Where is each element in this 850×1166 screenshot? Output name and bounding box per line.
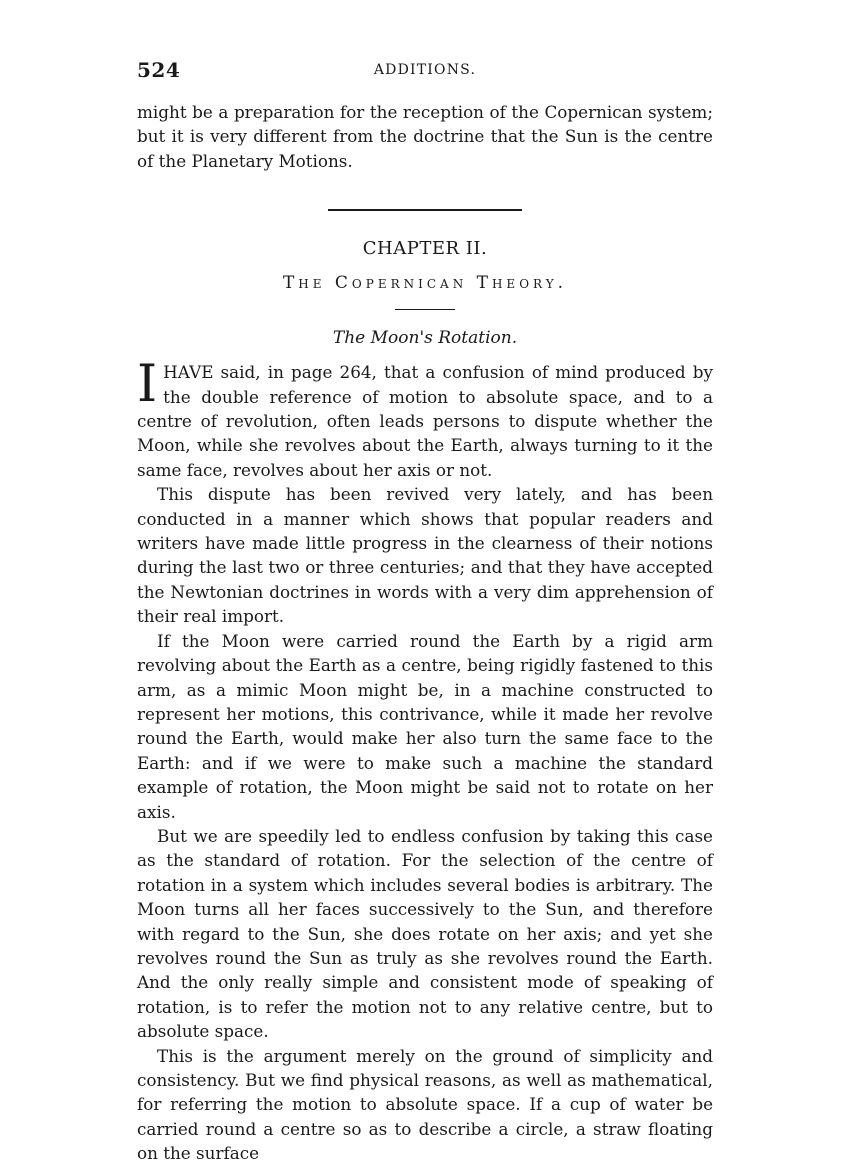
- running-head: [137, 58, 713, 86]
- carryover-paragraph: might be a preparation for the reception of the Copernican system; but it is very different from the doctrine that the Sun is the centre of the Planetary Motions.: [137, 102, 713, 171]
- section-divider-rule: [328, 209, 522, 211]
- chapter-subtitle: The Copernican Theory.: [282, 273, 568, 294]
- section-title: The Moon's Rotation.: [332, 328, 518, 349]
- body-text: [137, 355, 713, 1165]
- running-title: ADDITIONS.: [373, 62, 477, 78]
- paragraph-3: If the Moon were carried round the Earth by a rigid arm revolving about the Earth as a centre, being rigidly fastened to this arm, as a mimic Moon might be, in a machine constructed to represent her motions, this contrivance, while it made her revolve round the Earth, would make her also turn the same face to the Earth: and if we were to make such a machine the standard example of rotation, the Moon might be said not to rotate on her axis.: [137, 630, 713, 822]
- book-page: [137, 58, 713, 1166]
- page-number: 524: [137, 58, 181, 82]
- paragraph-2: This dispute has been revived very lately, and has been conducted in a manner which shows that popular readers and writers have made little progress in the clearness of their notions during the last two or three centuries; and that they have accepted the Newtonian doctrines in words with a very dim apprehension of their real import.: [137, 484, 713, 627]
- paragraph-1: [137, 355, 713, 482]
- paragraph-4: But we are speedily led to endless confusion by taking this case as the standard of rotation. For the selection of the centre of rotation in a system which includes several bodies is arbitrary. The Moon turns all her faces successively to the Sun, and therefore with regard to the Sun, she does rotate on her axis; and yet she revolves round the Sun as truly as she revolves round the Earth. And the only really simple and consistent mode of speaking of rotation, is to refer the motion not to any relative centre, but to absolute space.: [137, 825, 713, 1042]
- chapter-divider-rule: [395, 309, 455, 310]
- paragraph-5: This is the argument merely on the ground of simplicity and consistency. But we find physical reasons, as well as mathematical, for referring the motion to absolute space. If a cup of water be carried round a centre so as to describe a circle, a straw floating on the surface: [137, 1045, 713, 1164]
- drop-cap: I: [137, 355, 158, 415]
- chapter-title: CHAPTER II.: [362, 238, 488, 260]
- paragraph-1-text: HAVE said, in page 264, that a confusion of mind produced by the double reference of motion to absolute space, and to a centre of revolution, often leads persons to dispute whether the Moon, while she revolves about the Earth, always turning to it the same face, revolves about her axis or not.: [137, 362, 713, 480]
